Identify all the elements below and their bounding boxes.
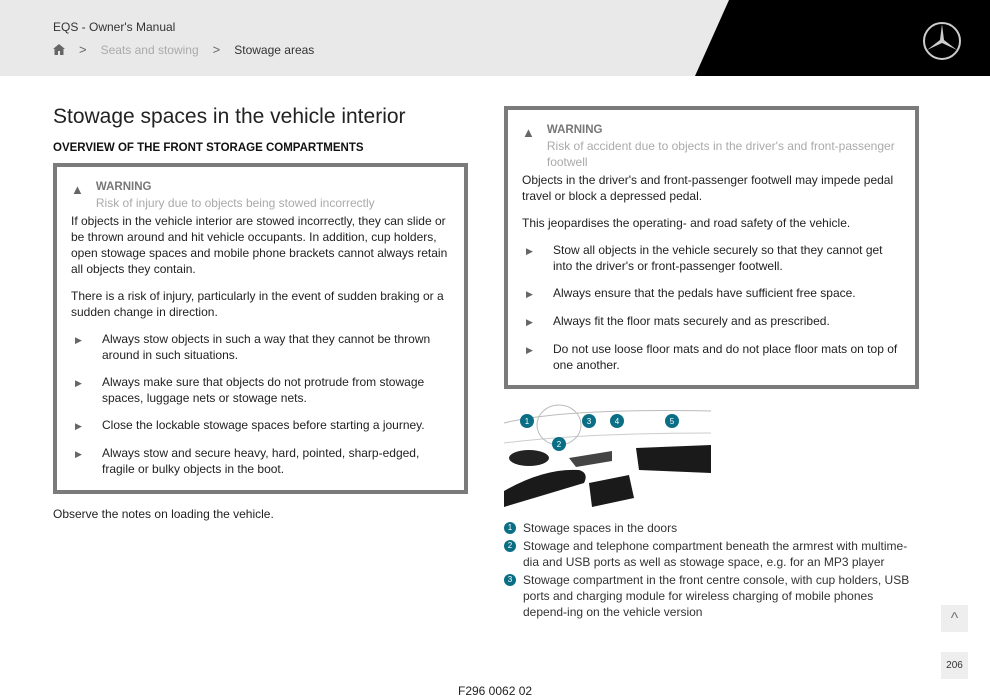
marker-4: 4 [614,417,620,426]
list-item: ▶ Always ensure that the pedals have sufficient free space. [522,285,901,302]
list-item: ▶ Do not use loose floor mats and do not place floor mats on top of one another. [522,341,901,373]
list-item: ▶ Always make sure that objects do not protrude from stowage spaces, luggage nets or stowage nets. [71,374,450,406]
bullet-arrow-icon: ▶ [75,449,82,459]
warning-title: WARNING [546,124,603,136]
header [0,0,990,76]
warning-paragraph: Objects in the driver's and front-passenger footwell may impede pedal travel or block a depressed pedal. [522,173,894,203]
breadcrumb [53,42,314,57]
bullet-arrow-icon: ▶ [526,246,533,256]
bullet-arrow-icon: ▶ [75,421,82,431]
warning-title: WARNING [95,181,152,193]
bullet-arrow-icon: ▶ [526,317,533,327]
warning-paragraph: This jeopardises the operating- and road safety of the vehicle. [522,216,851,230]
observe-note: Observe the notes on loading the vehicle. [53,507,274,521]
chevron-right-icon: > [212,42,221,57]
bullet-arrow-icon: ▶ [526,289,533,299]
mercedes-star-logo [922,21,962,61]
chevron-right-icon: > [79,42,87,57]
figure-code: F296 0062 02 [458,684,533,698]
legend-item: 2 Stowage and telephone compartment beneath the armrest with multime-dia and USB ports as well as stowage space, e.g. for an MP3 player [504,538,920,570]
warning-icon: ▲ [522,125,535,140]
list-item: ▶ Always stow and secure heavy, hard, pointed, sharp-edged, fragile or bulky objects in the boot. [71,445,450,477]
marker-2: 2 [556,440,562,449]
section-title: OVERVIEW OF THE FRONT STORAGE COMPARTMENTS [53,142,364,154]
figure-legend [504,520,920,622]
legend-item: 1 Stowage spaces in the doors [504,520,920,536]
warning-box-injury [53,163,468,494]
bullet-arrow-icon: ▶ [75,335,82,345]
legend-item: 3 Stowage compartment in the front centre console, with cup holders, USB ports and charging module for wireless charging of mobile phones depend-ing on the vehicle version [504,572,920,620]
warning-box-accident [504,106,919,389]
interior-illustration [504,403,711,507]
warning-paragraph: If objects in the vehicle interior are stowed incorrectly, they can slide or be thrown around and hit vehicle occupants. In addition, cup holders, open stowage spaces and mobile phone brackets cannot always retain all objects they contain. [71,214,448,276]
warning-icon: ▲ [71,182,84,197]
marker-5: 5 [669,417,675,426]
bullet-arrow-icon: ▶ [526,345,533,355]
marker-1: 1 [524,417,530,426]
list-item: ▶ Stow all objects in the vehicle securely so that they cannot get into the driver's or front-passenger footwell. [522,242,901,274]
breadcrumb-current: Stowage areas [234,42,315,57]
app-title: EQS - Owner's Manual [53,20,176,34]
list-item: ▶ Close the lockable stowage spaces before starting a journey. [71,417,450,434]
warning-subtitle: Risk of accident due to objects in the driver's and front-passenger footwell [546,139,895,169]
home-icon[interactable] [53,44,65,55]
list-item: ▶ Always stow objects in such a way that they cannot be thrown around in such situations. [71,331,450,363]
scroll-to-top-button[interactable]: ^ [941,605,968,632]
warning-subtitle: Risk of injury due to objects being stowed incorrectly [95,196,375,210]
page-number: 206 [941,652,968,679]
marker-3: 3 [586,417,592,426]
breadcrumb-seats[interactable]: Seats and stowing [100,42,199,57]
bullet-arrow-icon: ▶ [75,378,82,388]
warning-paragraph: There is a risk of injury, particularly in the event of sudden braking or a sudden change in direction. [71,289,444,319]
list-item: ▶ Always fit the floor mats securely and as prescribed. [522,313,901,330]
page-title: Stowage spaces in the vehicle interior [53,105,406,128]
